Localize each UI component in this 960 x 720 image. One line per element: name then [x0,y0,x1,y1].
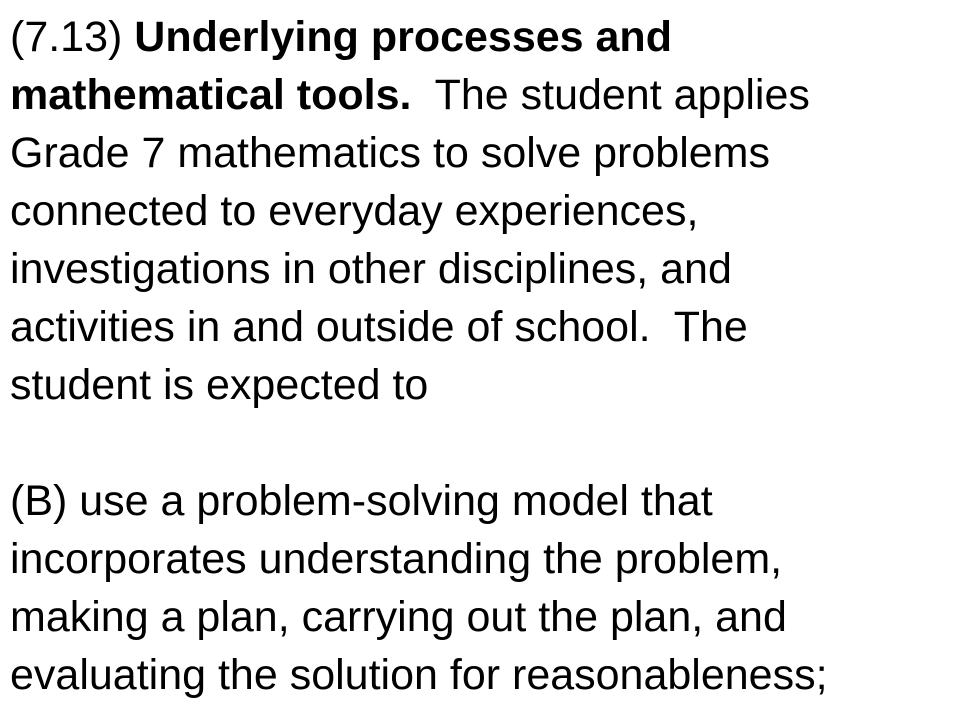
standard-intro-start: The student applies [434,71,810,119]
expectation-line: evaluating the solution for reasonableness; [10,651,828,699]
expectation-line: incorporates understanding the problem, [10,535,783,583]
standard-heading-line-2 [10,66,955,124]
expectation-line: (B) use a problem-solving model that [10,477,713,525]
standard-heading-line [10,8,955,66]
standard-number: (7.13) [10,13,123,61]
standard-intro-line: activities in and outside of school. The [10,303,748,351]
standard-intro-line: Grade 7 mathematics to solve problems [10,129,770,177]
standard-intro-line: investigations in other disciplines, and [10,245,732,293]
standard-title-part2: mathematical tools. [10,71,412,119]
paragraph-gap [10,414,955,472]
standard-intro-line: connected to everyday experiences, [10,187,699,235]
slide-content [10,8,955,704]
standard-title-part1: Underlying processes and [134,13,672,61]
expectation-line: making a plan, carrying out the plan, and [10,593,787,641]
standard-intro-line: student is expected to [10,361,429,409]
